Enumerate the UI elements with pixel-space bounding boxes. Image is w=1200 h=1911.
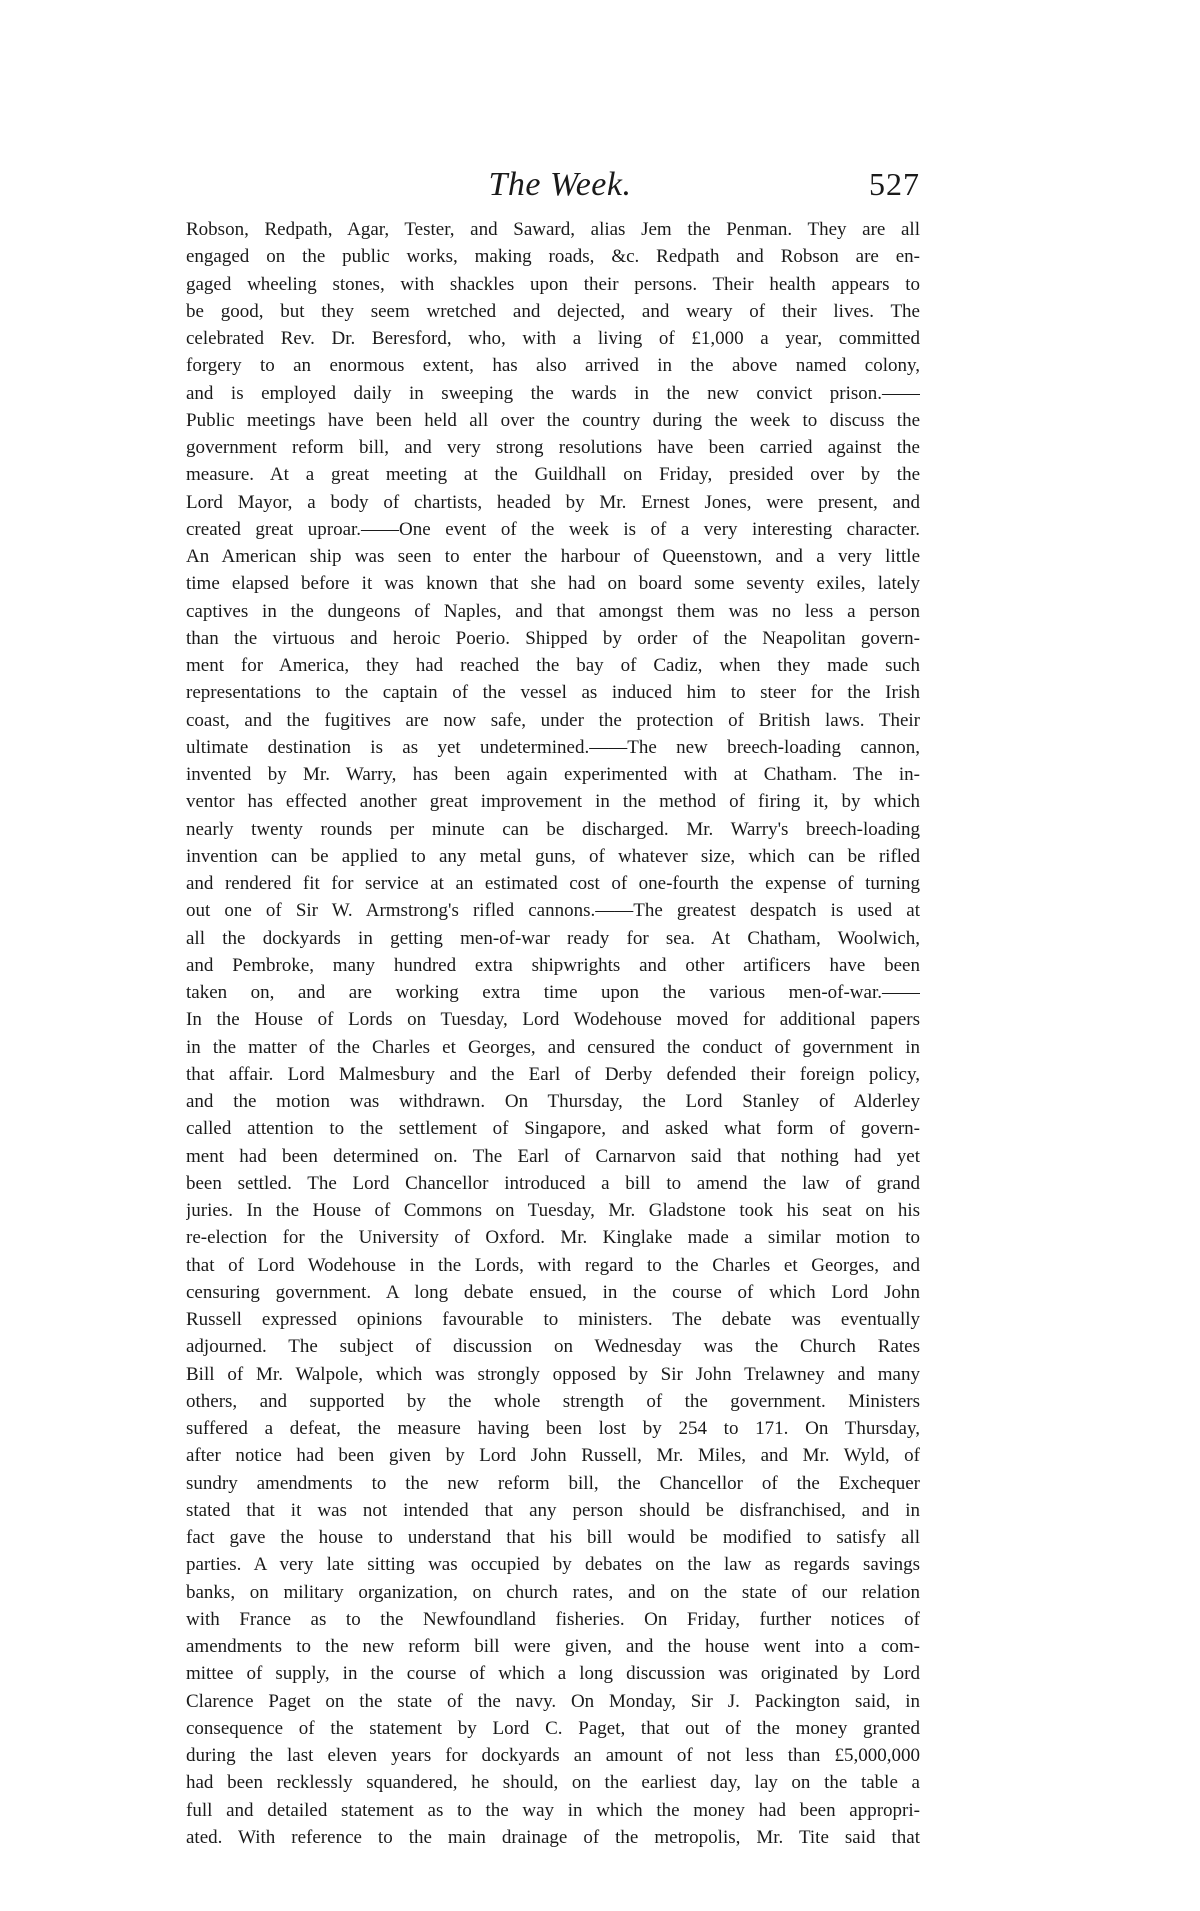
text-line: fact gave the house to understand that his bill would be modified to satisfy all bbox=[186, 1528, 920, 1548]
text-line: after notice had been given by Lord John Russell, Mr. Miles, and Mr. Wyld, of bbox=[186, 1446, 920, 1466]
text-line: and rendered fit for service at an estimated cost of one-fourth the expense of turning bbox=[186, 874, 920, 894]
text-line: amendments to the new reform bill were given, and the house went into a com- bbox=[186, 1637, 920, 1657]
text-line: celebrated Rev. Dr. Beresford, who, with a living of £1,000 a year, committed bbox=[186, 329, 920, 349]
text-line: gaged wheeling stones, with shackles upon their persons. Their health appears to bbox=[186, 275, 920, 295]
text-line: Bill of Mr. Walpole, which was strongly opposed by Sir John Trelawney and many bbox=[186, 1365, 920, 1385]
text-line: ment had been determined on. The Earl of Carnarvon said that nothing had yet bbox=[186, 1147, 920, 1167]
text-line: invented by Mr. Warry, has been again experimented with at Chatham. The in- bbox=[186, 765, 920, 785]
text-line: others, and supported by the whole strength of the government. Ministers bbox=[186, 1392, 920, 1412]
page-number: 527 bbox=[869, 166, 920, 202]
text-line: banks, on military organization, on church rates, and on the state of our relation bbox=[186, 1583, 920, 1603]
text-line: called attention to the settlement of Singapore, and asked what form of govern- bbox=[186, 1119, 920, 1139]
text-line: ultimate destination is as yet undetermined.——The new breech-loading cannon, bbox=[186, 738, 920, 758]
text-line: been settled. The Lord Chancellor introduced a bill to amend the law of grand bbox=[186, 1174, 920, 1194]
text-line: Lord Mayor, a body of chartists, headed by Mr. Ernest Jones, were present, and bbox=[186, 493, 920, 513]
text-line: that affair. Lord Malmesbury and the Earl of Derby defended their foreign policy, bbox=[186, 1065, 920, 1085]
text-line: mittee of supply, in the course of which a long discussion was originated by Lord bbox=[186, 1664, 920, 1684]
text-line: all the dockyards in getting men-of-war ready for sea. At Chatham, Woolwich, bbox=[186, 929, 920, 949]
text-line: ated. With reference to the main drainage of the metropolis, Mr. Tite said that bbox=[186, 1828, 920, 1848]
text-line: had been recklessly squandered, he should, on the earliest day, lay on the table a bbox=[186, 1773, 920, 1793]
text-line: ment for America, they had reached the bay of Cadiz, when they made such bbox=[186, 656, 920, 676]
text-line: Public meetings have been held all over the country during the week to discuss the bbox=[186, 411, 920, 431]
text-line: and is employed daily in sweeping the wards in the new convict prison.—— bbox=[186, 384, 920, 404]
text-line: during the last eleven years for dockyards an amount of not less than £5,000,000 bbox=[186, 1746, 920, 1766]
text-line: adjourned. The subject of discussion on Wednesday was the Church Rates bbox=[186, 1337, 920, 1357]
text-line: measure. At a great meeting at the Guildhall on Friday, presided over by the bbox=[186, 465, 920, 485]
page-header bbox=[200, 166, 920, 210]
text-line: be good, but they seem wretched and dejected, and weary of their lives. The bbox=[186, 302, 920, 322]
running-title: The Week. bbox=[488, 166, 632, 203]
text-line: out one of Sir W. Armstrong's rifled cannons.——The greatest despatch is used at bbox=[186, 901, 920, 921]
text-line: ventor has effected another great improvement in the method of firing it, by which bbox=[186, 792, 920, 812]
text-line: re-election for the University of Oxford. Mr. Kinglake made a similar motion to bbox=[186, 1228, 920, 1248]
text-line: parties. A very late sitting was occupied by debates on the law as regards savings bbox=[186, 1555, 920, 1575]
text-line: coast, and the fugitives are now safe, under the protection of British laws. Their bbox=[186, 711, 920, 731]
text-line: Clarence Paget on the state of the navy. On Monday, Sir J. Packington said, in bbox=[186, 1692, 920, 1712]
text-line: invention can be applied to any metal guns, of whatever size, which can be rifled bbox=[186, 847, 920, 867]
text-line: time elapsed before it was known that she had on board some seventy exiles, lately bbox=[186, 574, 920, 594]
text-line: than the virtuous and heroic Poerio. Shipped by order of the Neapolitan govern- bbox=[186, 629, 920, 649]
text-line: Russell expressed opinions favourable to ministers. The debate was eventually bbox=[186, 1310, 920, 1330]
text-line: created great uproar.——One event of the week is of a very interesting character. bbox=[186, 520, 920, 540]
text-line: that of Lord Wodehouse in the Lords, with regard to the Charles et Georges, and bbox=[186, 1256, 920, 1276]
text-line: Robson, Redpath, Agar, Tester, and Saward, alias Jem the Penman. They are all bbox=[186, 220, 920, 240]
text-line: forgery to an enormous extent, has also arrived in the above named colony, bbox=[186, 356, 920, 376]
text-line: An American ship was seen to enter the harbour of Queenstown, and a very little bbox=[186, 547, 920, 567]
text-line: consequence of the statement by Lord C. Paget, that out of the money granted bbox=[186, 1719, 920, 1739]
text-line: In the House of Lords on Tuesday, Lord Wodehouse moved for additional papers bbox=[186, 1010, 920, 1030]
text-line: censuring government. A long debate ensued, in the course of which Lord John bbox=[186, 1283, 920, 1303]
text-line: taken on, and are working extra time upon the various men-of-war.—— bbox=[186, 983, 920, 1003]
text-line: engaged on the public works, making roads, &c. Redpath and Robson are en- bbox=[186, 247, 920, 267]
text-line: with France as to the Newfoundland fisheries. On Friday, further notices of bbox=[186, 1610, 920, 1630]
text-line: sundry amendments to the new reform bill, the Chancellor of the Exchequer bbox=[186, 1474, 920, 1494]
text-line: in the matter of the Charles et Georges, and censured the conduct of government in bbox=[186, 1038, 920, 1058]
text-line: captives in the dungeons of Naples, and that amongst them was no less a person bbox=[186, 602, 920, 622]
text-line: and Pembroke, many hundred extra shipwrights and other artificers have been bbox=[186, 956, 920, 976]
text-line: government reform bill, and very strong resolutions have been carried against the bbox=[186, 438, 920, 458]
text-line: juries. In the House of Commons on Tuesday, Mr. Gladstone took his seat on his bbox=[186, 1201, 920, 1221]
text-line: representations to the captain of the vessel as induced him to steer for the Irish bbox=[186, 683, 920, 703]
text-line: stated that it was not intended that any person should be disfranchised, and in bbox=[186, 1501, 920, 1521]
text-line: suffered a defeat, the measure having been lost by 254 to 171. On Thursday, bbox=[186, 1419, 920, 1439]
text-line: nearly twenty rounds per minute can be discharged. Mr. Warry's breech-loading bbox=[186, 820, 920, 840]
text-line: and the motion was withdrawn. On Thursday, the Lord Stanley of Alderley bbox=[186, 1092, 920, 1112]
text-line: full and detailed statement as to the way in which the money had been appropri- bbox=[186, 1801, 920, 1821]
